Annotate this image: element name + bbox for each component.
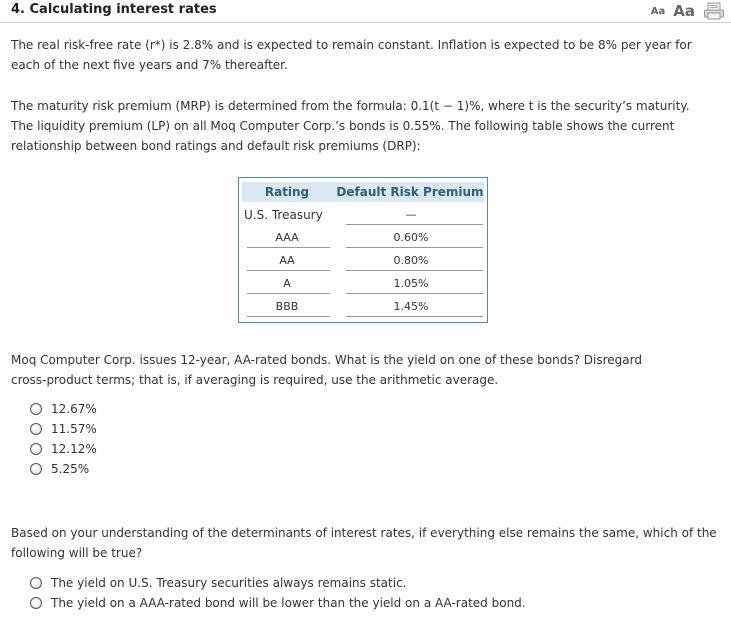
question-2-line-2: following will be true? — [11, 546, 143, 560]
table-row — [242, 295, 484, 317]
question-1-line-2: cross-product terms; that is, if averaging is required, use the arithmetic average. — [11, 373, 499, 387]
question-title: 4. Calculating interest rates — [11, 2, 217, 17]
radio-button[interactable] — [30, 443, 42, 455]
table-row — [242, 272, 484, 294]
premium-line-1: The maturity risk premium (MRP) is determined from the formula: 0.1(t − 1)%, where t is the security’s maturity. — [11, 99, 690, 113]
answer-option-12-67[interactable] — [30, 400, 97, 418]
intro-line-1: The real risk-free rate (r*) is 2.8% and is expected to remain constant. Inflation is expected to be 8% per year for — [11, 38, 692, 52]
row-divider — [346, 247, 483, 248]
row-divider — [247, 316, 330, 317]
premium-cell: 1.45% — [393, 300, 429, 313]
option-label: 5.25% — [51, 462, 90, 476]
rating-cell: AAA — [275, 231, 299, 244]
option-label: 11.57% — [51, 422, 97, 436]
rating-cell: AA — [279, 254, 295, 267]
drp-table — [238, 177, 488, 323]
answer-option-treasury-static[interactable] — [30, 574, 406, 592]
row-divider — [346, 293, 483, 294]
premium-line-3: relationship between bond ratings and default risk premiums (DRP): — [11, 139, 421, 153]
increase-font-button[interactable]: Aa — [673, 2, 695, 20]
radio-button[interactable] — [30, 423, 42, 435]
radio-button[interactable] — [30, 463, 42, 475]
row-divider — [346, 224, 483, 225]
table-row — [242, 249, 484, 271]
print-icon[interactable] — [703, 2, 725, 20]
option-label: 12.67% — [51, 402, 97, 416]
row-divider — [247, 247, 330, 248]
answer-option-5-25[interactable] — [30, 460, 89, 478]
rating-cell: BBB — [275, 300, 299, 313]
rating-cell: U.S. Treasury — [244, 208, 323, 222]
answer-option-11-57[interactable] — [30, 420, 97, 438]
row-divider — [247, 270, 330, 271]
question-2-line-1: Based on your understanding of the determinants of interest rates, if everything else remains the same, which of the — [11, 526, 717, 540]
question-1-prompt — [11, 350, 723, 390]
header-tools — [651, 0, 725, 20]
row-divider — [346, 270, 483, 271]
premium-cell: — — [405, 208, 417, 221]
table-row — [242, 203, 484, 225]
table-row — [242, 226, 484, 248]
radio-button[interactable] — [30, 597, 42, 609]
answer-option-aaa-lower-yield[interactable] — [30, 594, 526, 612]
option-label: The yield on U.S. Treasury securities always remains static. — [51, 576, 407, 590]
row-divider — [346, 316, 483, 317]
question-1-line-1: Moq Computer Corp. issues 12-year, AA-rated bonds. What is the yield on one of these bonds? Disregard — [11, 353, 642, 367]
premium-cell: 1.05% — [393, 277, 429, 290]
premium-cell: 0.80% — [393, 254, 429, 267]
premium-cell: 0.60% — [393, 231, 429, 244]
intro-line-2: each of the next five years and 7% thereafter. — [11, 58, 288, 72]
premium-line-2: The liquidity premium (LP) on all Moq Computer Corp.’s bonds is 0.55%. The following table shows the current — [11, 119, 675, 133]
question-2-prompt — [11, 523, 723, 563]
option-label: The yield on a AAA-rated bond will be lower than the yield on a AA-rated bond. — [51, 596, 526, 610]
answer-option-12-12[interactable] — [30, 440, 97, 458]
rating-cell: A — [283, 277, 291, 290]
drp-table-header — [242, 182, 484, 202]
header-rating: Rating — [264, 185, 310, 199]
radio-button[interactable] — [30, 403, 42, 415]
radio-button[interactable] — [30, 577, 42, 589]
option-label: 12.12% — [51, 442, 97, 456]
question-header — [0, 0, 731, 23]
header-default-risk-premium: Default Risk Premium — [336, 185, 484, 199]
premium-paragraph — [11, 96, 723, 156]
intro-paragraph — [11, 35, 723, 75]
decrease-font-button[interactable]: Aa — [650, 6, 666, 17]
row-divider — [247, 293, 330, 294]
